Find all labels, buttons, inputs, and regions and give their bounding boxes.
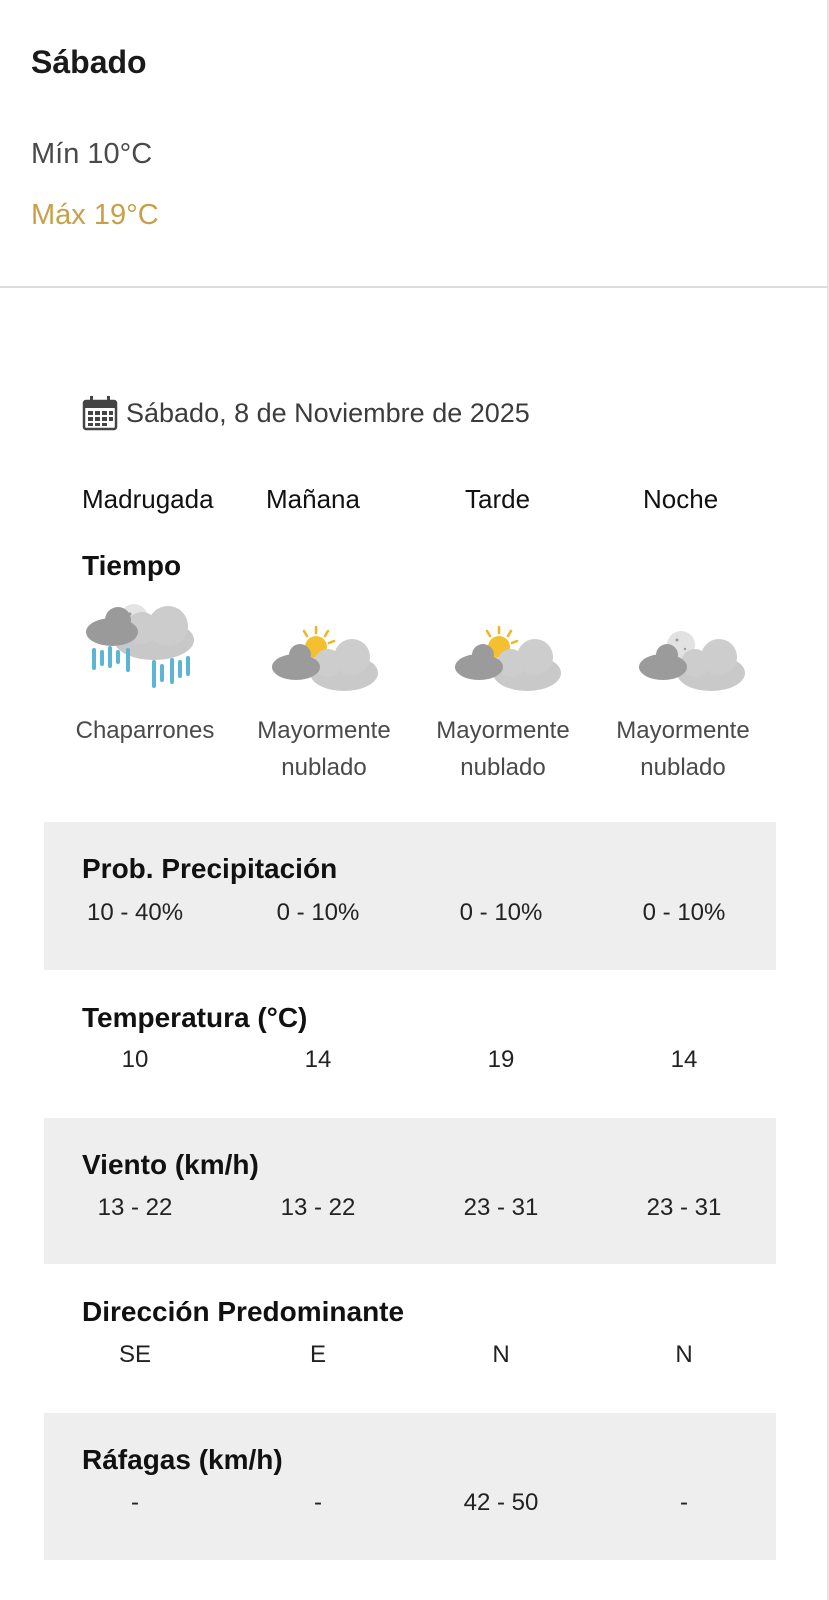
wind-value: 23 - 31	[463, 1194, 539, 1221]
max-temperature: Máx 19°C	[31, 199, 159, 231]
direction-label: Dirección Predominante	[82, 1296, 405, 1327]
min-temperature: Mín 10°C	[31, 138, 153, 170]
rain-showers-night-icon	[82, 596, 202, 706]
direction-value: E	[309, 1341, 326, 1368]
wind-value: 13 - 22	[280, 1194, 356, 1221]
condition-text: nublado	[460, 754, 546, 781]
condition-tarde	[413, 712, 593, 786]
forecast-date: Sábado, 8 de Noviembre de 2025	[126, 397, 530, 428]
day-title: Sábado	[31, 44, 147, 80]
temperature-value: 19	[487, 1046, 515, 1073]
precipitation-value: 0 - 10%	[642, 899, 726, 926]
condition-noche	[593, 712, 773, 786]
wind-label: Viento (km/h)	[82, 1149, 259, 1180]
period-tarde: Tarde	[465, 484, 531, 514]
period-madrugada: Madrugada	[82, 484, 214, 514]
day-summary-card[interactable]	[0, 0, 829, 288]
condition-text: Chaparrones	[75, 717, 215, 744]
calendar-icon	[82, 395, 118, 431]
direction-value: SE	[118, 1341, 151, 1368]
gusts-value: -	[131, 1489, 139, 1516]
temperature-label: Temperatura (°C)	[82, 1002, 308, 1033]
precipitation-value: 0 - 10%	[459, 899, 543, 926]
tiempo-label: Tiempo	[82, 550, 182, 581]
condition-text: Mayormente	[436, 717, 570, 744]
wind-value: 23 - 31	[646, 1194, 722, 1221]
temperature-value: 14	[670, 1046, 698, 1073]
condition-text: Mayormente	[257, 717, 391, 744]
direction-value: N	[675, 1341, 693, 1368]
gusts-value: 42 - 50	[463, 1489, 539, 1516]
wind-value: 13 - 22	[97, 1194, 173, 1221]
precipitation-label: Prob. Precipitación	[82, 853, 338, 884]
period-noche: Noche	[643, 484, 719, 514]
precipitation-value: 10 - 40%	[86, 899, 184, 926]
precipitation-band	[44, 822, 776, 970]
precipitation-value: 0 - 10%	[276, 899, 360, 926]
gusts-value: -	[314, 1489, 322, 1516]
condition-madrugada	[55, 712, 235, 749]
condition-text: nublado	[281, 754, 367, 781]
gusts-value: -	[680, 1489, 688, 1516]
condition-text: nublado	[640, 754, 726, 781]
condition-manana	[234, 712, 414, 786]
gusts-band	[44, 1413, 776, 1560]
mostly-cloudy-day-icon	[451, 610, 571, 720]
direction-value: N	[492, 1341, 510, 1368]
temperature-value: 14	[304, 1046, 332, 1073]
forecast-date-row	[82, 395, 530, 431]
mostly-cloudy-day-icon	[268, 610, 388, 720]
wind-band	[44, 1118, 776, 1264]
period-manana: Mañana	[266, 484, 360, 514]
temperature-value: 10	[121, 1046, 149, 1073]
mostly-cloudy-night-icon	[635, 610, 755, 720]
gusts-label: Ráfagas (km/h)	[82, 1444, 283, 1475]
condition-text: Mayormente	[616, 717, 750, 744]
